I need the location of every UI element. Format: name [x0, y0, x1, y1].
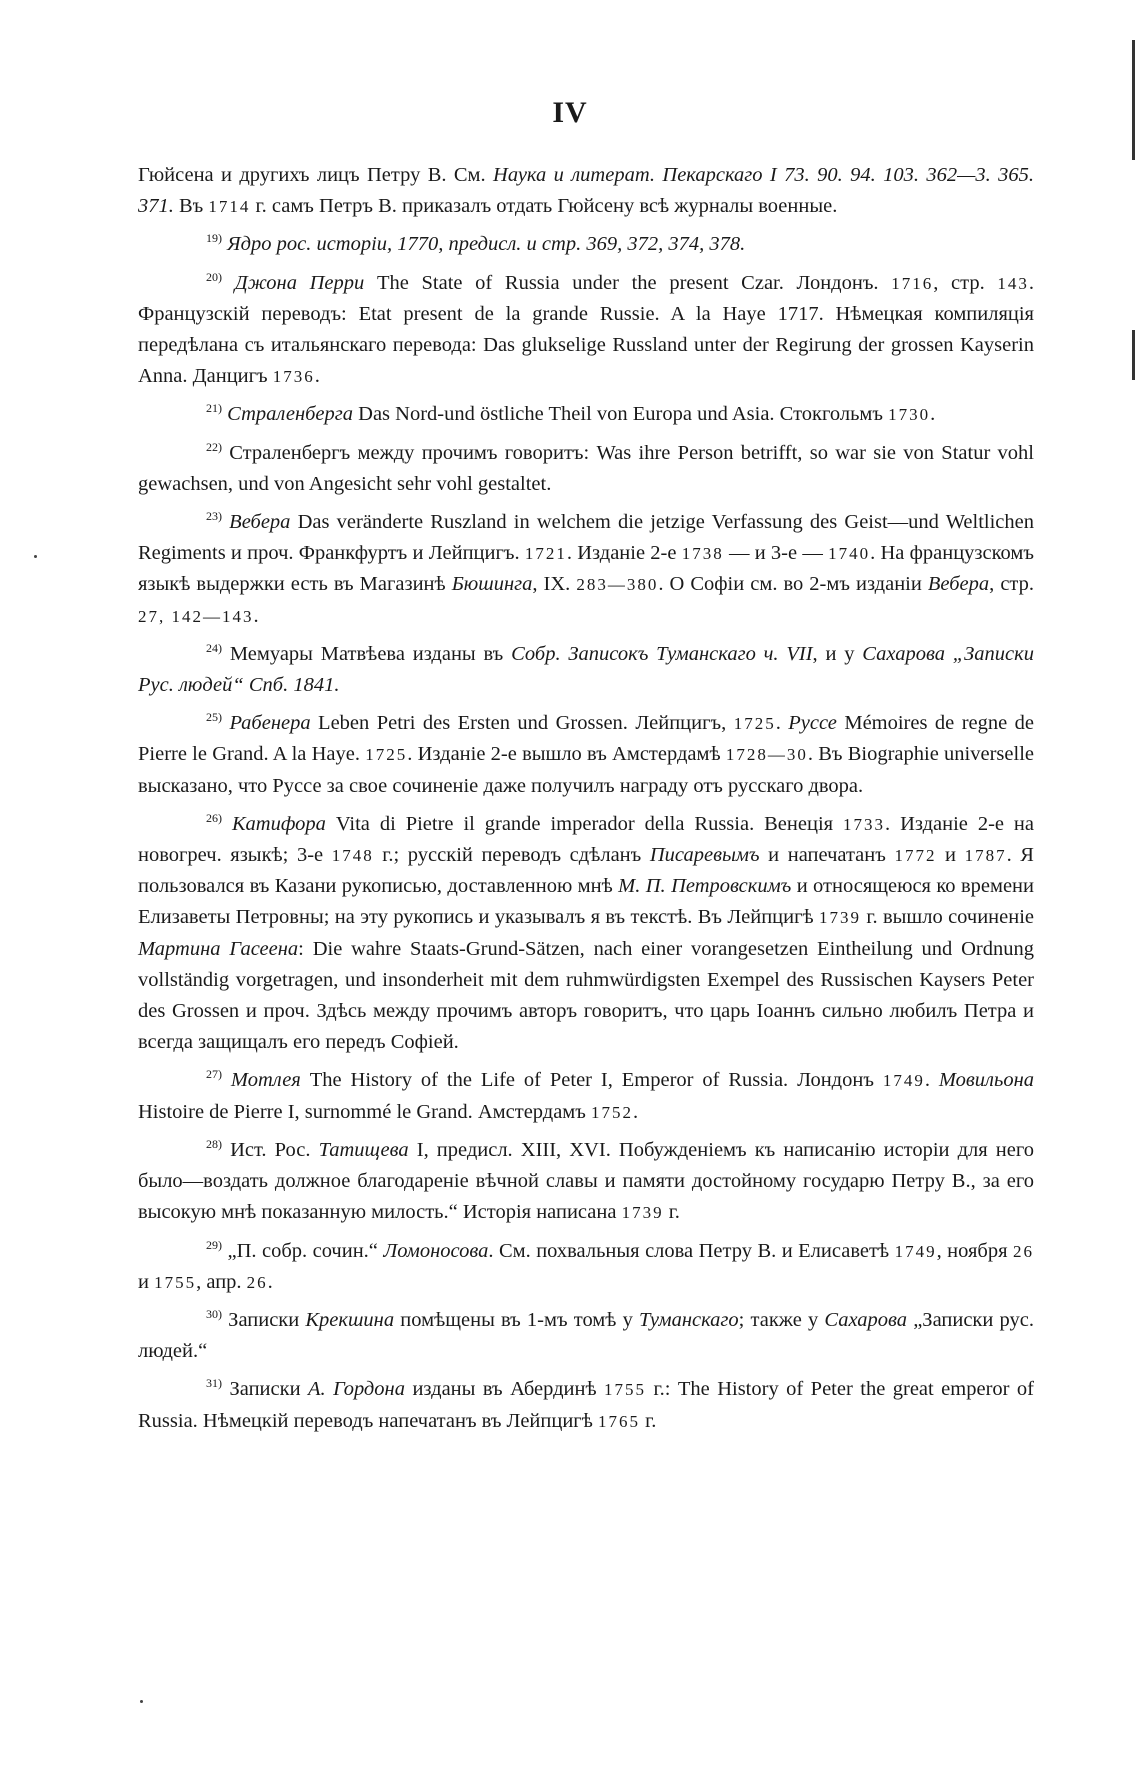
footnote-marker: 28): [206, 1137, 222, 1152]
italic-reference: Ломоносова: [383, 1239, 489, 1262]
footnote-text: . На французскомъ языкѣ выдержки есть въ Магазинѣ: [138, 542, 1034, 596]
italic-reference: Татищева: [318, 1138, 409, 1161]
scan-speck: [34, 555, 37, 558]
footnote-text: 1749: [894, 1241, 937, 1261]
footnote-text: 1752: [591, 1102, 634, 1122]
footnote-text: „П. собр. сочин.“: [227, 1239, 384, 1262]
footnote-marker: 26): [206, 811, 222, 826]
footnote-text: Mémoires de regne de Pierre le Grand. A la Haye.: [138, 712, 1034, 766]
italic-reference: М. П. Петровскимъ: [618, 875, 792, 898]
footnote-text: 1725: [733, 714, 776, 734]
scan-edge-mark: [1132, 330, 1135, 380]
footnote-text: . См. похвальныя слова Петру В. и Елисаветѣ: [488, 1239, 895, 1262]
footnote-text: 1725: [365, 745, 408, 765]
footnote: [138, 1374, 1034, 1436]
footnote-text: 1730: [888, 405, 931, 425]
italic-reference: Крекшина: [305, 1308, 395, 1331]
footnote-marker: 19): [206, 231, 222, 246]
footnote-text: — и 3-е —: [723, 542, 829, 565]
footnote: [138, 399, 1034, 430]
italic-reference: Сахарова „Записки Рус. людей“ Спб. 1841.: [138, 642, 1034, 697]
footnote-text: 1755: [154, 1272, 197, 1292]
footnote-text: Leben Petri des Ersten und Grossen. Лейпцигъ,: [310, 712, 734, 735]
footnote-text: 26: [1013, 1241, 1035, 1261]
italic-reference: Бюшинга: [451, 573, 533, 596]
footnote: [138, 229, 1034, 260]
footnote-text: . О Софіи см. во 2-мъ изданіи: [658, 573, 928, 596]
footnote-text: г. вышло сочиненіе: [861, 906, 1034, 929]
footnote-text: Мемуары Матвѣева изданы въ: [229, 642, 512, 665]
scan-speck: [140, 1700, 143, 1703]
footnote-text: г.: The History of Peter the great emperor of Russia. Нѣмецкій переводъ напечатанъ въ Лейпцигѣ: [138, 1378, 1035, 1432]
footnote-text: , IX.: [532, 573, 577, 596]
footnote: [138, 268, 1034, 393]
footnote-text: Histoire de Pierre I, surnommé le Grand. Амстердамъ: [138, 1100, 592, 1123]
footnote-text: . Изданіе 2-е на новогреч. языкѣ; 3-е: [138, 812, 1035, 867]
footnote-text: 27, 142—143: [138, 606, 254, 626]
footnote: [138, 1305, 1034, 1367]
footnote-marker: 25): [206, 710, 222, 725]
footnote-text: The State of Russia under the present Czar. Лондонъ.: [364, 271, 892, 294]
footnote-text: .: [314, 365, 320, 388]
footnote-text: Vita di Pietre il grande imperador della Russia. Венеція: [325, 812, 844, 835]
footnote-text: Ист. Рос.: [230, 1138, 319, 1161]
footnote-text: 1721: [524, 544, 567, 564]
footnote: [138, 1135, 1034, 1229]
footnote-text: .: [633, 1100, 639, 1123]
footnote-text: 1736: [272, 367, 315, 387]
footnote-text: Страленбергъ между прочимъ говоритъ: Was ihre Person betrifft, so war sie von Statur vohl gewachsen, und von Angesicht sehr vohl gestaltet.: [138, 441, 1034, 495]
footnote-marker: 21): [206, 401, 222, 416]
italic-reference: Сахарова: [824, 1308, 908, 1331]
footnote: [138, 1236, 1034, 1298]
footnote-text: , ноября: [936, 1239, 1014, 1262]
footnote-continuation: [138, 160, 1034, 222]
footnote-text: ; также у: [738, 1308, 825, 1331]
italic-reference: Наука и литерат. Пекарскаго I 73. 90. 94. 103. 362—3. 365. 371.: [138, 164, 1034, 218]
footnote-text: I, предисл. XIII, XVI. Побужденіемъ къ написанію исторіи для него было—воздать должное благодареніе вѣчной славы и памяти достойному государю Петру В., за его высокую мнѣ показанную милость.“ Исторія написана: [138, 1138, 1034, 1224]
footnote-text: 283—380: [576, 575, 659, 595]
footnote-text: „Записки рус. людей.“: [138, 1308, 1034, 1363]
footnote-text: 26: [246, 1272, 268, 1292]
footnote-marker: 20): [206, 269, 222, 284]
footnote-text: 143: [997, 273, 1029, 293]
footnote-text: .: [267, 1270, 273, 1293]
footnote: [138, 507, 1034, 632]
footnote-text: 1714: [208, 197, 251, 217]
footnote-text: помѣщены въ 1-мъ томѣ у: [394, 1308, 639, 1331]
footnote-text: Гюйсена и другихъ лицъ Петру В. См.: [138, 164, 494, 186]
footnote-text: и напечатанъ: [759, 844, 895, 867]
footnote-text: . Изданіе 2-е вышло въ Амстердамѣ: [407, 743, 726, 766]
footnote-text: 1765: [597, 1411, 640, 1431]
footnote-text: .: [924, 1069, 939, 1092]
italic-reference: Вебера: [927, 573, 990, 596]
italic-reference: Туманскаго: [638, 1308, 739, 1331]
footnote-text: г.: [639, 1409, 657, 1432]
footnote-text: 1733: [843, 814, 886, 834]
footnote-text: The History of the Life of Peter I, Emperor of Russia. Лондонъ: [300, 1069, 883, 1092]
italic-reference: Катифора: [231, 812, 326, 835]
footnote-text: 1787: [964, 846, 1007, 866]
footnotes-body: [138, 160, 1034, 1437]
footnote-text: и: [138, 1270, 155, 1293]
footnote-text: г. самъ Петръ В. приказалъ отдать Гюйсену всѣ журналы военные.: [250, 195, 838, 218]
italic-reference: Мотлея: [230, 1069, 301, 1092]
footnote-text: 1738: [681, 544, 724, 564]
footnote: [138, 639, 1034, 701]
italic-reference: Джона Перри: [234, 271, 365, 294]
footnote: [138, 809, 1034, 1059]
footnote: [138, 438, 1034, 500]
footnote-text: Das Nord-und östliche Theil von Europa und Asia. Стокгольмъ: [353, 403, 889, 426]
footnote-text: 1740: [828, 544, 871, 564]
footnote-text: изданы въ Абердинѣ: [404, 1378, 605, 1401]
footnote-text: 1772: [894, 846, 937, 866]
italic-reference: Мовильона: [938, 1069, 1034, 1092]
footnote-text: 1728—30: [725, 745, 808, 765]
footnote-marker: 31): [206, 1376, 222, 1391]
footnote-text: г.; русскій переводъ сдѣланъ: [373, 844, 650, 867]
italic-reference: Ядро рос. исторіи, 1770, предисл. и стр. 369, 372, 374, 378.: [227, 233, 746, 256]
footnote-text: 1739: [621, 1203, 664, 1223]
footnote-text: , стр.: [989, 573, 1034, 596]
italic-reference: Мартина Гасеена: [138, 937, 299, 960]
footnote-text: , и у: [812, 642, 863, 665]
footnote-text: .: [930, 403, 936, 426]
footnote-text: 1749: [882, 1071, 925, 1091]
footnote-marker: 27): [206, 1067, 222, 1082]
footnote-text: . Французскій переводъ: Etat present de la grande Russie. A la Haye 1717. Нѣмецкая компиляція передѣлана съ итальянскаго перевода: Das glukselige Russland unter der Regirung der grossen Kayserin Anna. Данцигъ: [138, 271, 1034, 388]
footnote-text: : Die wahre Staats-Grund-Sätzen, nach einer vorangesetzen Eintheilung und Ordnung vollständig vorgetragen, und insonderheit mit dem ruhmwürdigsten Exempel des Russischen Kaysers Peter des Grossen и проч. Здѣсь между прочимъ авторъ говоритъ, что царь Іоаннъ сильно любилъ Петра и всегда защищалъ его передъ Софіей.: [138, 937, 1034, 1054]
footnote-text: и: [936, 844, 965, 867]
footnote-text: .: [775, 712, 789, 735]
footnote-marker: 24): [206, 641, 222, 656]
italic-reference: Руссе: [788, 712, 837, 735]
italic-reference: Рабенера: [229, 712, 311, 735]
footnote-text: Записки: [228, 1308, 306, 1331]
footnote-text: 1755: [604, 1380, 647, 1400]
footnote-text: Das veränderte Ruszland in welchem die jetzige Verfassung des Geist—und Weltlichen Regiments и проч. Франкфуртъ и Лейпцигъ.: [138, 511, 1034, 565]
italic-reference: Страленберга: [227, 403, 354, 426]
italic-reference: Писаревымъ: [649, 844, 760, 867]
footnote-marker: 22): [206, 439, 222, 454]
footnote-text: Записки: [229, 1378, 308, 1401]
footnote-marker: 29): [206, 1237, 222, 1252]
footnote-text: 1748: [331, 846, 374, 866]
italic-reference: Вебера: [229, 511, 291, 534]
footnote-text: . Въ Biographie universelle высказано, что Руссе за свое сочиненіе даже получилъ награду отъ русскаго двора.: [138, 743, 1034, 797]
footnote-marker: 23): [206, 509, 222, 524]
page-number: IV: [552, 96, 588, 129]
footnote-text: . Изданіе 2-е: [566, 542, 682, 565]
footnote-text: 1739: [819, 908, 862, 928]
footnote-marker: 30): [206, 1307, 222, 1322]
footnote-text: 1716: [891, 273, 934, 293]
footnote-text: . Я пользовался въ Казани рукописью, доставленною мнѣ: [138, 844, 1034, 898]
footnote-text: , апр.: [196, 1270, 247, 1293]
italic-reference: Собр. Записокъ Туманскаго ч. VII: [511, 642, 813, 665]
footnote-text: , стр.: [933, 271, 998, 294]
footnote-text: и относящеюся ко времени Елизаветы Петровны; на эту рукопись и указывалъ я въ текстѣ. Въ Лейпцигѣ: [138, 875, 1034, 929]
footnote-text: .: [253, 604, 259, 627]
footnote: [138, 708, 1034, 802]
footnote-text: г.: [663, 1201, 680, 1224]
footnote: [138, 1065, 1034, 1127]
footnote-text: Въ: [173, 195, 209, 218]
italic-reference: А. Гордона: [308, 1378, 405, 1401]
